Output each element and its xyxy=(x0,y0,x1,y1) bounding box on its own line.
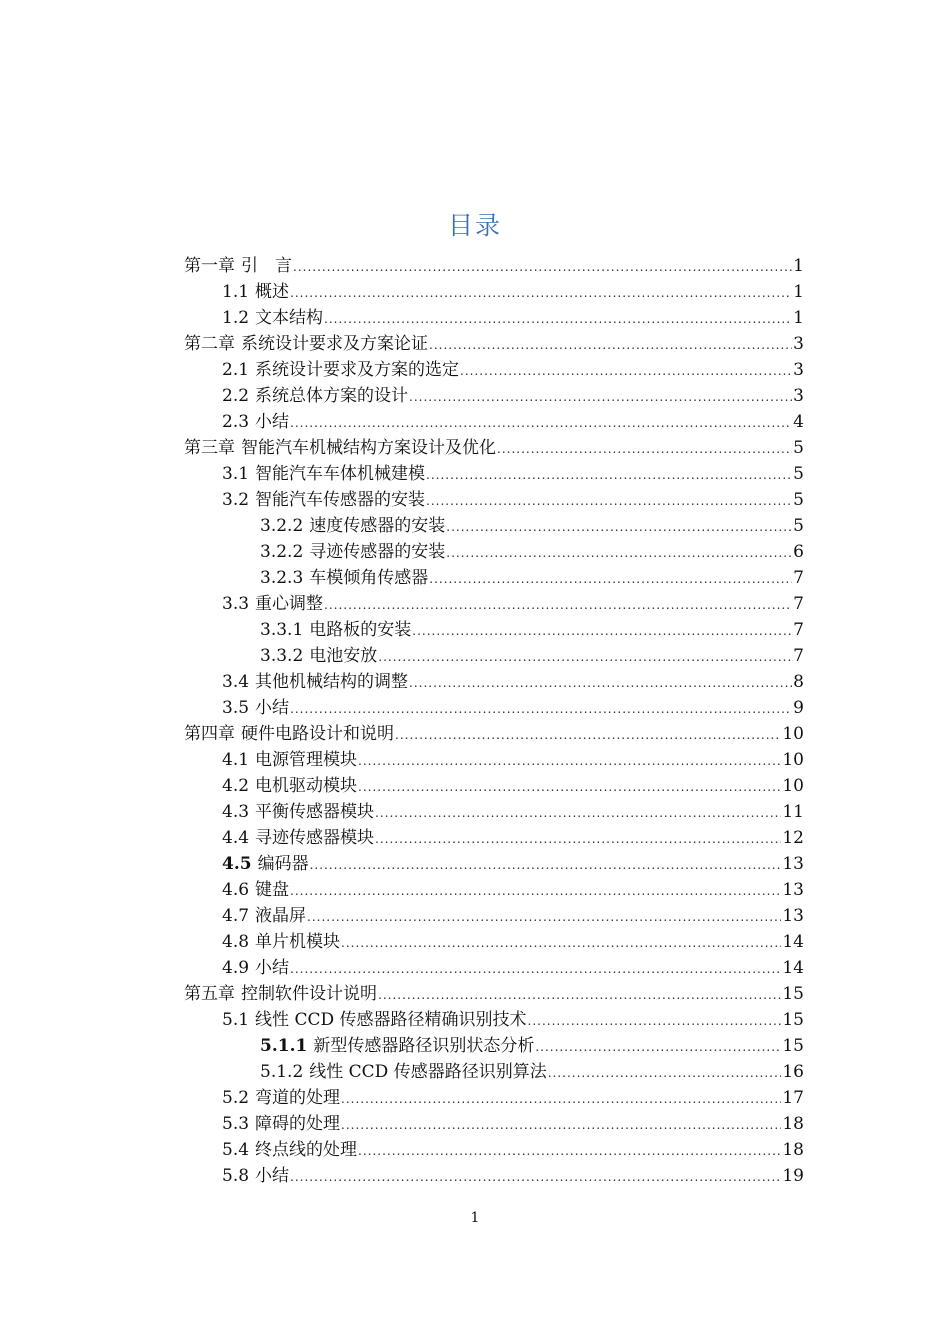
toc-entry-title: 电机驱动模块 xyxy=(255,776,358,796)
toc-entry-number: 5.3 xyxy=(222,1114,250,1134)
toc-entry-number: 5.1.1 xyxy=(260,1036,308,1056)
toc-entry-page: 15 xyxy=(782,1010,804,1030)
toc-entry-number: 4.6 xyxy=(222,880,250,900)
toc-entry-number: 第四章 xyxy=(184,724,235,744)
toc-entry-page: 9 xyxy=(793,698,804,718)
toc-entry[interactable] xyxy=(184,409,804,435)
toc-entry-page: 7 xyxy=(793,594,804,614)
toc-entry[interactable] xyxy=(184,617,804,643)
toc-entry[interactable] xyxy=(184,773,804,799)
toc-entry-number: 5.2 xyxy=(222,1088,250,1108)
toc-leader-dots xyxy=(460,358,792,384)
toc-entry-page: 14 xyxy=(782,958,804,978)
toc-entry-page: 10 xyxy=(782,776,804,796)
toc-entry-title: 概述 xyxy=(255,282,290,302)
toc-entry[interactable] xyxy=(184,487,804,513)
toc-leader-dots xyxy=(341,930,781,956)
toc-leader-dots xyxy=(290,280,792,306)
toc-entry[interactable] xyxy=(184,721,804,747)
toc-entry-page: 15 xyxy=(782,984,804,1004)
toc-entry-number: 4.7 xyxy=(222,906,250,926)
toc-entry-page: 16 xyxy=(782,1062,804,1082)
toc-entry-page: 3 xyxy=(793,360,804,380)
toc-entry-number: 2.3 xyxy=(222,412,250,432)
toc-entry-title: 小结 xyxy=(255,698,290,718)
toc-leader-dots xyxy=(310,852,782,878)
toc-entry[interactable] xyxy=(184,1111,804,1137)
toc-entry-title: 电路板的安装 xyxy=(309,620,412,640)
toc-entry-number: 1.2 xyxy=(222,308,250,328)
toc-entry[interactable] xyxy=(184,1137,804,1163)
toc-entry[interactable] xyxy=(184,825,804,851)
toc-leader-dots xyxy=(358,748,781,774)
toc-leader-dots xyxy=(409,670,792,696)
toc-entry-title: 电池安放 xyxy=(309,646,378,666)
toc-entry[interactable] xyxy=(184,383,804,409)
toc-entry-page: 7 xyxy=(793,620,804,640)
toc-entry-number: 第一章 xyxy=(184,256,235,276)
toc-entry[interactable] xyxy=(184,331,804,357)
toc-entry[interactable] xyxy=(184,877,804,903)
toc-entry-number: 第三章 xyxy=(184,438,235,458)
toc-leader-dots xyxy=(395,722,781,748)
toc-entry[interactable] xyxy=(184,357,804,383)
toc-entry-title: 弯道的处理 xyxy=(255,1088,341,1108)
toc-entry-number: 3.1 xyxy=(222,464,250,484)
toc-entry[interactable] xyxy=(184,981,804,1007)
toc-entry[interactable] xyxy=(184,851,804,877)
toc-leader-dots xyxy=(290,878,781,904)
toc-leader-dots xyxy=(535,1034,781,1060)
toc-entry-page: 8 xyxy=(793,672,804,692)
toc-entry-number: 4.3 xyxy=(222,802,250,822)
toc-entry-page: 7 xyxy=(793,646,804,666)
toc-entry-page: 1 xyxy=(793,282,804,302)
toc-entry-title: 平衡传感器模块 xyxy=(255,802,375,822)
toc-entry-number: 4.9 xyxy=(222,958,250,978)
toc-entry[interactable] xyxy=(184,747,804,773)
toc-entry[interactable] xyxy=(184,539,804,565)
toc-entry-title: 智能汽车传感器的安装 xyxy=(255,490,426,510)
toc-leader-dots xyxy=(446,540,792,566)
toc-entry[interactable] xyxy=(184,695,804,721)
toc-leader-dots xyxy=(378,982,781,1008)
toc-leader-dots xyxy=(412,618,792,644)
toc-leader-dots xyxy=(324,306,792,332)
toc-entry-number: 5.1.2 xyxy=(260,1062,304,1082)
toc-entry-number: 3.4 xyxy=(222,672,250,692)
toc-leader-dots xyxy=(378,644,792,670)
toc-entry-title: 液晶屏 xyxy=(255,906,307,926)
toc-entry-number: 3.2.2 xyxy=(260,516,304,536)
toc-entry-page: 12 xyxy=(782,828,804,848)
toc-entry-title: 其他机械结构的调整 xyxy=(255,672,409,692)
toc-entry[interactable] xyxy=(184,513,804,539)
toc-entry-number: 1.1 xyxy=(222,282,250,302)
toc-entry-title: 文本结构 xyxy=(255,308,324,328)
toc-leader-dots xyxy=(290,410,792,436)
toc-entry-title: 引 言 xyxy=(241,256,292,276)
toc-leader-dots xyxy=(446,514,792,540)
toc-entry-title: 控制软件设计说明 xyxy=(241,984,377,1004)
toc-entry[interactable] xyxy=(184,1033,804,1059)
toc-leader-dots xyxy=(324,592,792,618)
toc-entry-page: 18 xyxy=(782,1140,804,1160)
toc-entry-page: 11 xyxy=(782,802,804,822)
toc-leader-dots xyxy=(409,384,792,410)
toc-entry-page: 5 xyxy=(793,438,804,458)
page-title: 目录 xyxy=(447,211,502,240)
toc-entry-page: 5 xyxy=(793,464,804,484)
toc-entry-page: 1 xyxy=(793,308,804,328)
toc-entry-number: 4.1 xyxy=(222,750,250,770)
toc-entry[interactable] xyxy=(184,279,804,305)
toc-leader-dots xyxy=(358,1138,781,1164)
toc-entry-page: 13 xyxy=(782,906,804,926)
toc-entry-number: 第二章 xyxy=(184,334,235,354)
toc-entry-title: 终点线的处理 xyxy=(255,1140,358,1160)
toc-entry-title: 速度传感器的安装 xyxy=(309,516,446,536)
toc-entry-page: 6 xyxy=(793,542,804,562)
table-of-contents xyxy=(184,253,804,1189)
toc-entry-number: 5.4 xyxy=(222,1140,250,1160)
toc-entry-number: 3.2.3 xyxy=(260,568,304,588)
toc-entry-number: 4.5 xyxy=(222,854,252,874)
toc-entry-title: 寻迹传感器的安装 xyxy=(309,542,446,562)
toc-leader-dots xyxy=(290,1164,781,1190)
toc-entry-page: 14 xyxy=(782,932,804,952)
toc-leader-dots xyxy=(429,566,792,592)
toc-entry-number: 3.3.2 xyxy=(260,646,304,666)
toc-entry-title: 车模倾角传感器 xyxy=(309,568,429,588)
toc-leader-dots xyxy=(375,826,781,852)
toc-entry-page: 10 xyxy=(782,724,804,744)
toc-entry[interactable] xyxy=(184,591,804,617)
toc-entry[interactable] xyxy=(184,435,804,461)
toc-leader-dots xyxy=(290,956,781,982)
toc-entry-page: 17 xyxy=(782,1088,804,1108)
toc-entry-page: 18 xyxy=(782,1114,804,1134)
toc-entry-page: 3 xyxy=(793,386,804,406)
toc-entry-number: 3.3 xyxy=(222,594,250,614)
toc-leader-dots xyxy=(358,774,781,800)
toc-entry[interactable] xyxy=(184,461,804,487)
toc-entry-number: 4.4 xyxy=(222,828,250,848)
toc-entry-page: 1 xyxy=(793,256,804,276)
toc-entry-title: 小结 xyxy=(255,412,290,432)
toc-entry[interactable] xyxy=(184,669,804,695)
toc-leader-dots xyxy=(290,696,792,722)
toc-leader-dots xyxy=(426,488,792,514)
toc-entry-title: 线性 CCD 传感器路径精确识别技术 xyxy=(255,1010,527,1030)
toc-entry-number: 4.8 xyxy=(222,932,250,952)
toc-entry-number: 3.3.1 xyxy=(260,620,304,640)
toc-entry-title: 键盘 xyxy=(255,880,290,900)
toc-entry[interactable] xyxy=(184,1085,804,1111)
toc-entry-title: 编码器 xyxy=(257,854,309,874)
toc-entry-number: 5.1 xyxy=(222,1010,250,1030)
toc-entry-page: 15 xyxy=(782,1036,804,1056)
toc-leader-dots xyxy=(548,1060,782,1086)
toc-entry[interactable] xyxy=(184,955,804,981)
toc-entry[interactable] xyxy=(184,643,804,669)
toc-entry-number: 3.5 xyxy=(222,698,250,718)
toc-entry[interactable] xyxy=(184,305,804,331)
toc-entry-title: 系统总体方案的设计 xyxy=(255,386,409,406)
toc-leader-dots xyxy=(293,254,792,280)
toc-entry-title: 硬件电路设计和说明 xyxy=(241,724,394,744)
page-number: 1 xyxy=(470,1210,480,1226)
toc-entry-title: 电源管理模块 xyxy=(255,750,358,770)
toc-entry-number: 2.1 xyxy=(222,360,250,380)
toc-leader-dots xyxy=(497,436,792,462)
toc-entry[interactable] xyxy=(184,799,804,825)
toc-entry-number: 2.2 xyxy=(222,386,250,406)
toc-leader-dots xyxy=(426,462,792,488)
toc-entry-title: 系统设计要求及方案论证 xyxy=(241,334,428,354)
toc-entry[interactable] xyxy=(184,253,804,279)
toc-entry-page: 7 xyxy=(793,568,804,588)
toc-entry-title: 线性 CCD 传感器路径识别算法 xyxy=(309,1062,547,1082)
toc-leader-dots xyxy=(429,332,792,358)
toc-entry-number: 第五章 xyxy=(184,984,235,1004)
toc-entry-page: 19 xyxy=(782,1166,804,1186)
toc-entry-title: 系统设计要求及方案的选定 xyxy=(255,360,460,380)
toc-leader-dots xyxy=(307,904,781,930)
toc-entry-title: 重心调整 xyxy=(255,594,324,614)
toc-leader-dots xyxy=(341,1112,781,1138)
toc-entry-title: 新型传感器路径识别状态分析 xyxy=(313,1036,535,1056)
toc-entry-title: 障碍的处理 xyxy=(255,1114,341,1134)
toc-entry[interactable] xyxy=(184,1163,804,1189)
toc-entry-page: 5 xyxy=(793,490,804,510)
toc-entry-number: 4.2 xyxy=(222,776,250,796)
toc-leader-dots xyxy=(375,800,781,826)
toc-entry-page: 13 xyxy=(782,880,804,900)
toc-entry-page: 10 xyxy=(782,750,804,770)
toc-entry[interactable] xyxy=(184,929,804,955)
toc-entry-number: 5.8 xyxy=(222,1166,250,1186)
toc-entry-title: 小结 xyxy=(255,1166,290,1186)
toc-entry-page: 4 xyxy=(793,412,804,432)
toc-entry-title: 单片机模块 xyxy=(255,932,341,952)
toc-leader-dots xyxy=(341,1086,781,1112)
toc-entry-title: 小结 xyxy=(255,958,290,978)
toc-entry-page: 13 xyxy=(782,854,804,874)
toc-entry-title: 智能汽车车体机械建模 xyxy=(255,464,426,484)
toc-entry-title: 智能汽车机械结构方案设计及优化 xyxy=(241,438,496,458)
toc-entry-page: 3 xyxy=(793,334,804,354)
toc-entry-title: 寻迹传感器模块 xyxy=(255,828,375,848)
toc-entry[interactable] xyxy=(184,565,804,591)
toc-entry-number: 3.2 xyxy=(222,490,250,510)
toc-leader-dots xyxy=(528,1008,782,1034)
toc-entry-page: 5 xyxy=(793,516,804,536)
toc-entry-number: 3.2.2 xyxy=(260,542,304,562)
toc-entry[interactable] xyxy=(184,1059,804,1085)
toc-entry[interactable] xyxy=(184,903,804,929)
toc-entry[interactable] xyxy=(184,1007,804,1033)
